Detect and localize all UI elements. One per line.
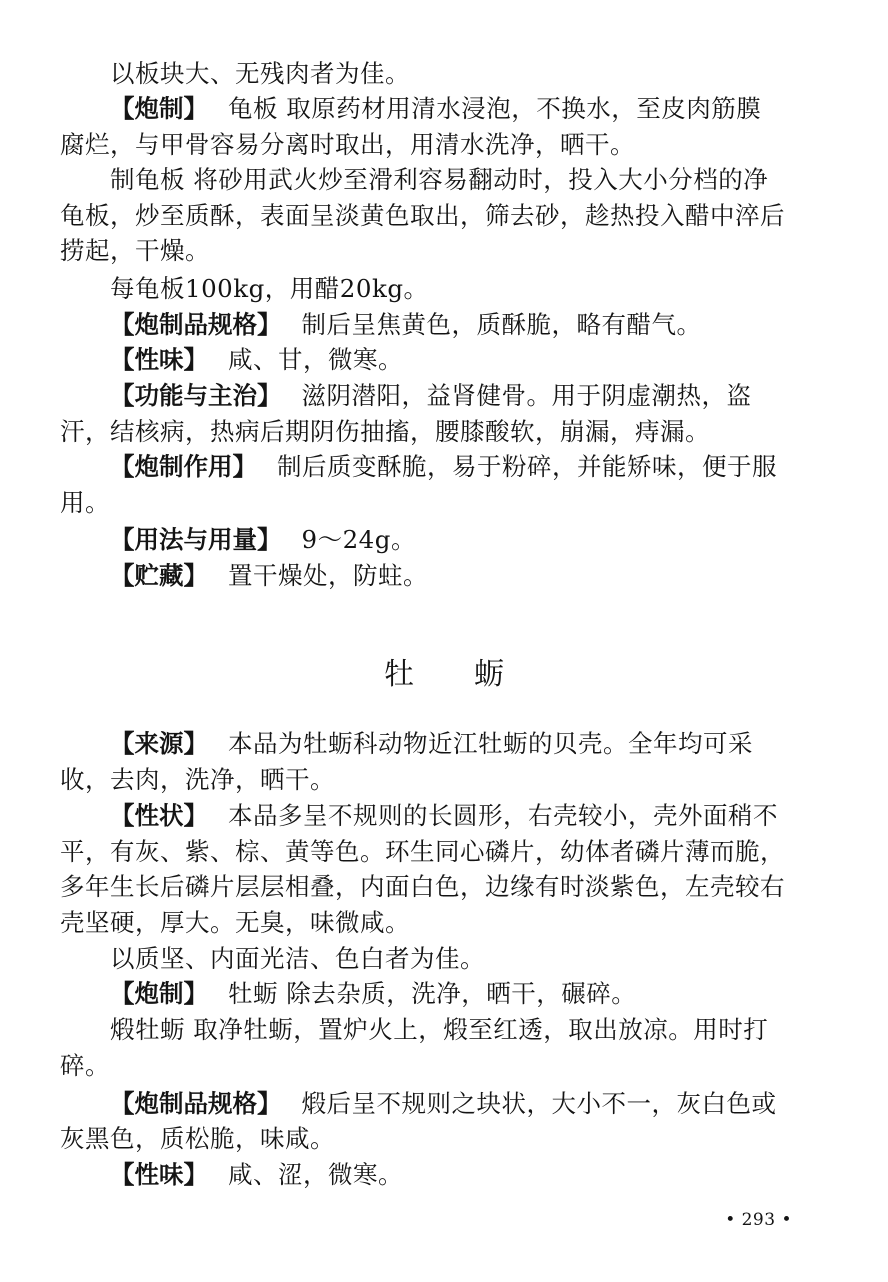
text-line [60,127,836,163]
line-text: 平，有灰、紫、棕、黄等色。环生同心磷片，幼体者磷片薄而脆， [60,837,785,866]
text-line [110,378,836,414]
section-heading: 【性状】 [110,801,208,830]
text-line [60,198,836,234]
line-text: 滋阴潜阳，益肾健骨。用于阴虚潮热，盗 [301,381,752,410]
line-text: 置干燥处，防蛀。 [228,561,428,590]
line-text: 用。 [60,488,110,517]
line-text: 本品多呈不规则的长圆形，右壳较小，壳外面稍不 [228,801,778,830]
section-title [0,655,888,695]
text-line [110,941,836,977]
text-line [110,342,836,378]
text-line [110,798,836,834]
text-line [110,449,836,485]
line-text: 碎。 [60,1051,110,1080]
line-text: 煅后呈不规则之块状，大小不一，灰白色或 [301,1089,777,1118]
line-text: 煅牡蛎 取净牡蛎，置炉火上，煅至红透，取出放凉。用时打 [110,1015,769,1044]
text-line [60,414,836,450]
page-number: • 293 • [725,1210,792,1230]
text-line [60,905,836,941]
text-line [110,162,836,198]
text-line [110,91,836,127]
section-heading: 【来源】 [110,729,208,758]
text-line [60,485,836,521]
line-text: 捞起，干燥。 [60,236,210,265]
text-line [60,1048,836,1084]
text-line [60,233,836,269]
text-line [110,1086,836,1122]
section-heading: 【炮制作用】 [110,452,257,481]
section-heading: 【炮制】 [110,979,208,1008]
text-line [60,834,836,870]
section-heading: 【炮制】 [110,94,208,123]
line-text: 制后呈焦黄色，质酥脆，略有醋气。 [301,310,702,339]
line-text: 牡蛎 除去杂质，洗净，晒干，碾碎。 [228,979,637,1008]
line-text: 9～24g。 [301,525,416,554]
section-heading: 【贮藏】 [110,561,208,590]
section-heading: 【炮制品规格】 [110,1089,282,1118]
line-text: 咸、甘，微寒。 [228,345,403,374]
line-text: 汗，结核病，热病后期阴伤抽搐，腰膝酸软，崩漏，痔漏。 [60,417,710,446]
text-line [110,976,836,1012]
line-text: 龟板，炒至质酥，表面呈淡黄色取出，筛去砂，趁热投入醋中淬后 [60,201,785,230]
line-text: 龟板 取原药材用清水浸泡，不换水，至皮肉筋膜 [228,94,762,123]
section-heading: 【用法与用量】 [110,525,282,554]
text-line [110,558,836,594]
section-heading: 【性味】 [110,1160,208,1189]
text-line [110,1012,836,1048]
text-line [110,271,836,307]
line-text: 制后质变酥脆，易于粉碎，并能矫味，便于服 [277,452,777,481]
text-line [110,307,836,343]
line-text: 壳坚硬，厚大。无臭，味微咸。 [60,908,410,937]
line-text: 多年生长后磷片层层相叠，内面白色，边缘有时淡紫色，左壳较右 [60,872,785,901]
text-line [60,762,836,798]
text-line [110,1157,836,1193]
line-text: 每龟板100kg，用醋20kg。 [110,274,429,303]
text-line [60,1121,836,1157]
title-char: 牡 [384,657,414,692]
line-text: 灰黑色，质松脆，味咸。 [60,1124,335,1153]
section-heading: 【功能与主治】 [110,381,282,410]
line-text: 制龟板 将砂用武火炒至滑利容易翻动时，投入大小分档的净 [110,165,769,194]
text-line [60,869,836,905]
title-char: 蛎 [474,657,504,692]
line-text: 以质坚、内面光洁、色白者为佳。 [110,944,485,973]
line-text: 腐烂，与甲骨容易分离时取出，用清水洗净，晒干。 [60,130,635,159]
line-text: 以板块大、无残肉者为佳。 [110,59,410,88]
line-text: 咸、涩，微寒。 [228,1160,403,1189]
line-text: 收，去肉，洗净，晒干。 [60,765,335,794]
section-heading: 【炮制品规格】 [110,310,282,339]
text-line [110,522,836,558]
line-text: 本品为牡蛎科动物近江牡蛎的贝壳。全年均可采 [228,729,753,758]
text-line [110,726,836,762]
text-line [110,56,836,92]
section-heading: 【性味】 [110,345,208,374]
